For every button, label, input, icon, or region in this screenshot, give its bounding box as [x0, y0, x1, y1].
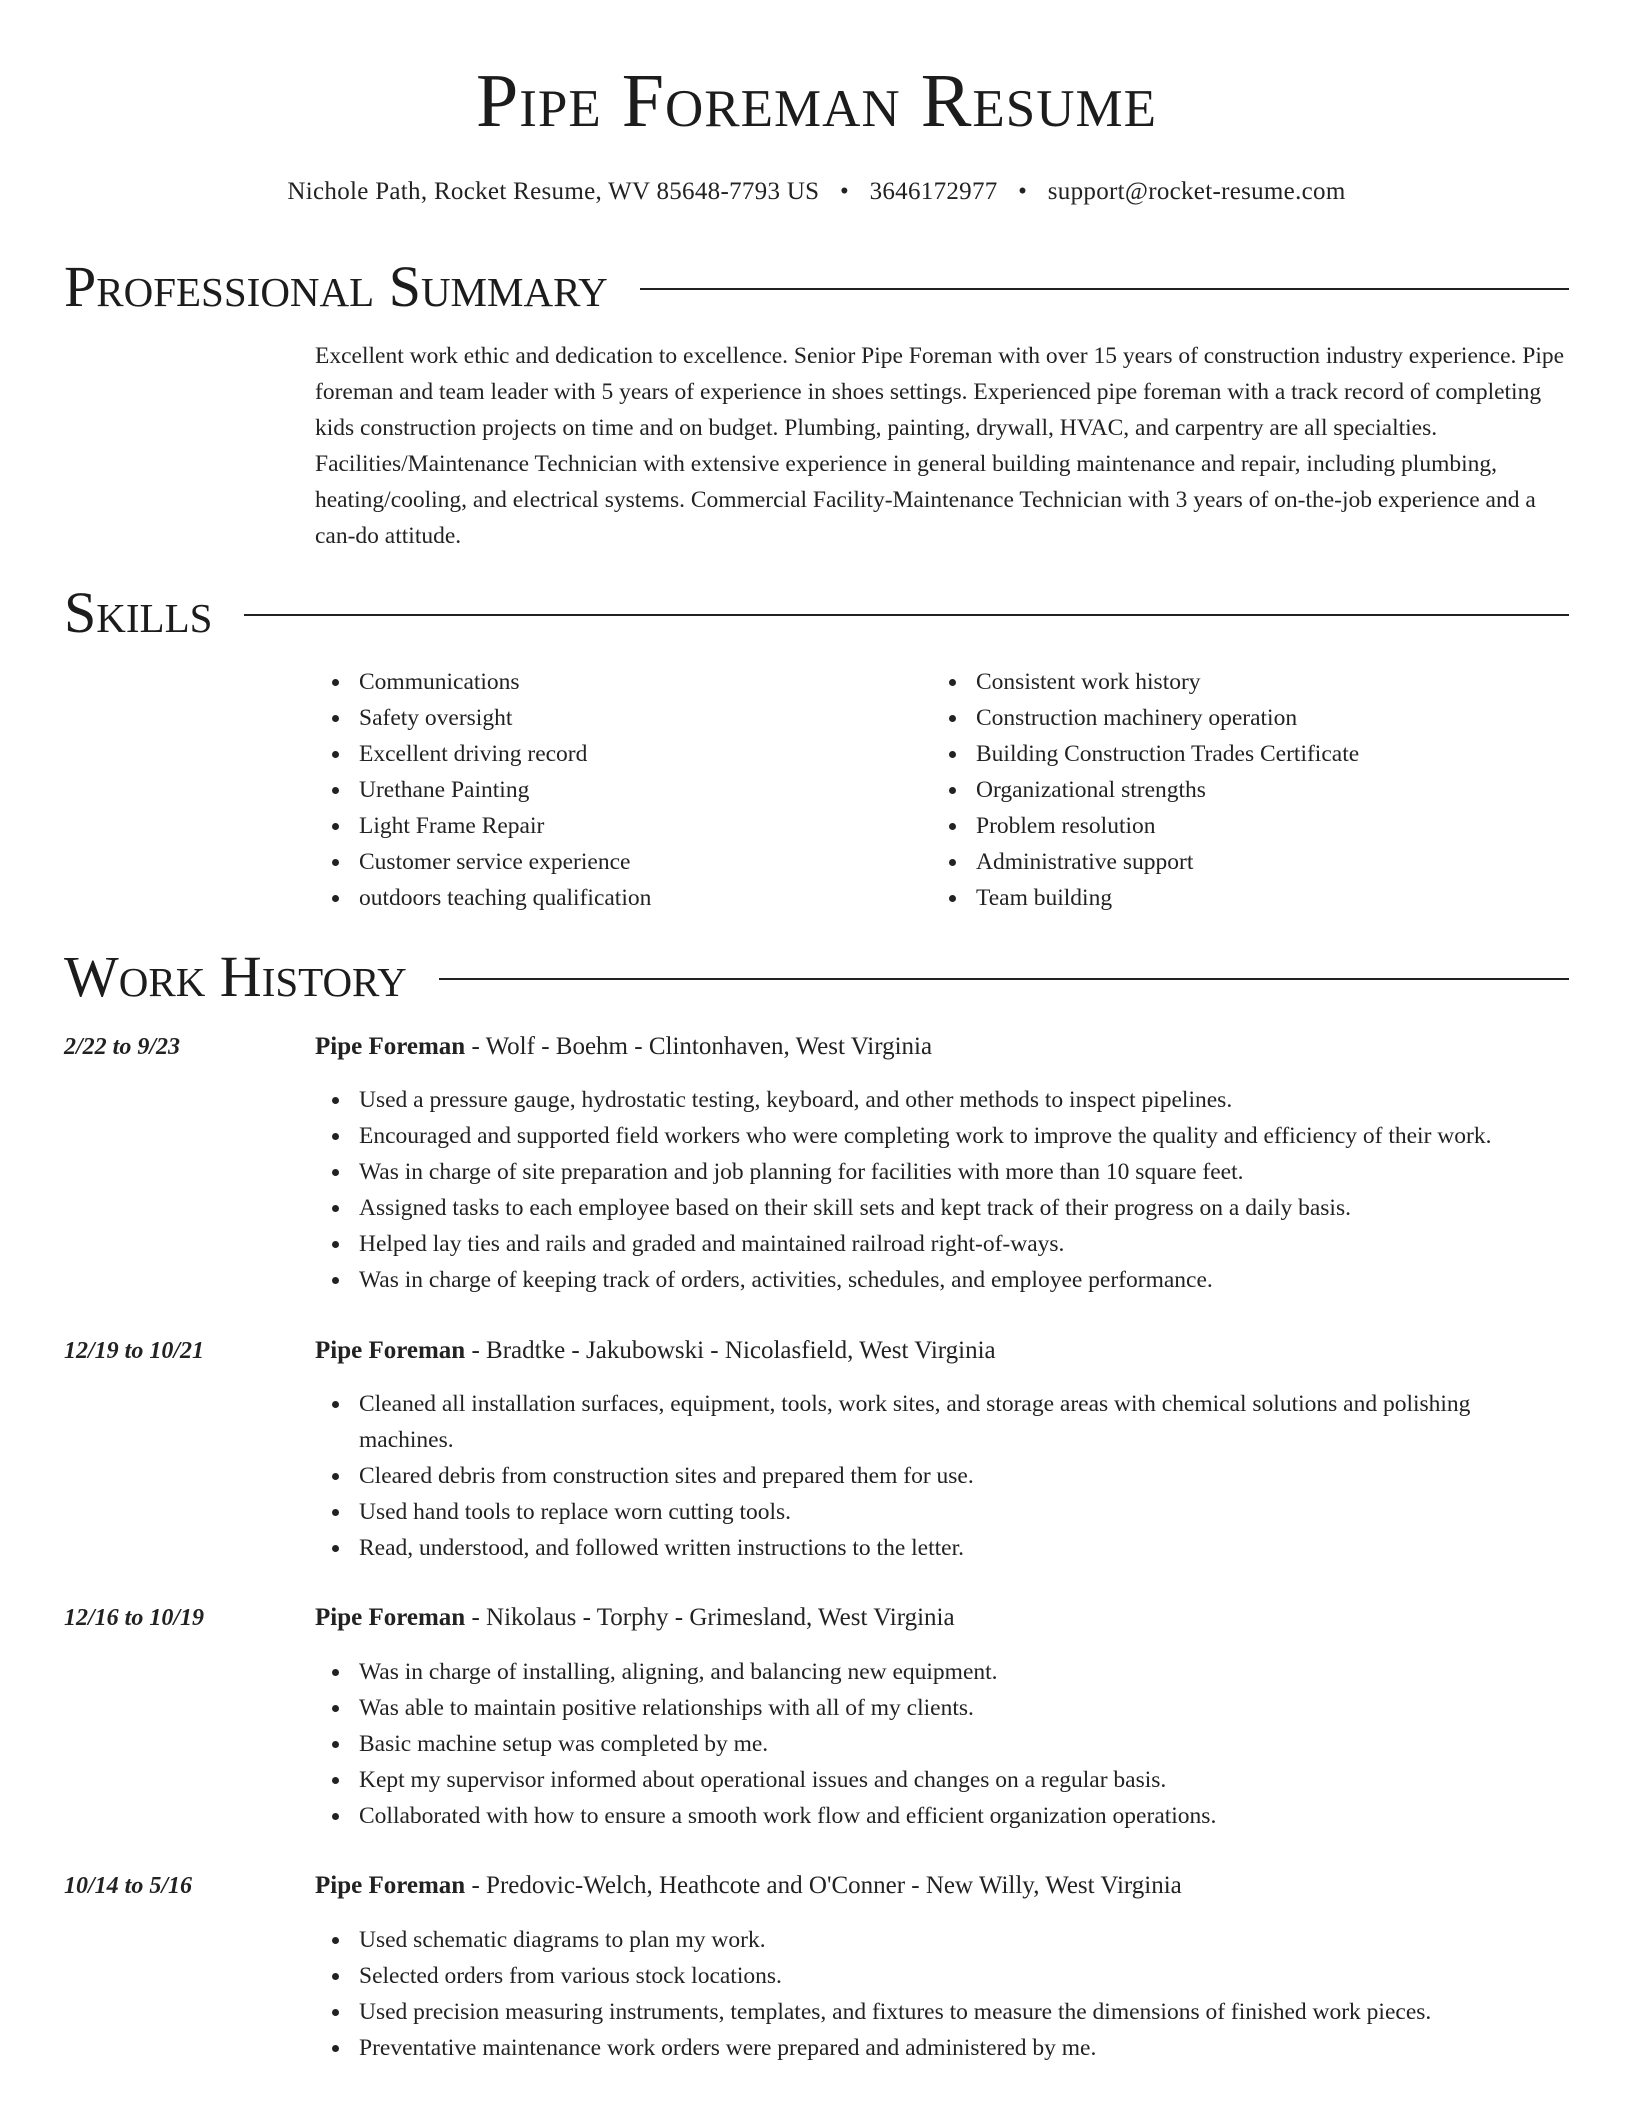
- duty-item: Was able to maintain positive relationships with all of my clients.: [359, 1690, 1569, 1726]
- duty-item: Preventative maintenance work orders were prepared and administered by me.: [359, 2030, 1569, 2066]
- duty-item: Selected orders from various stock locations.: [359, 1958, 1569, 1994]
- skill-item: Excellent driving record: [359, 736, 932, 772]
- job-heading: [315, 1868, 1569, 1904]
- skills-heading: Skills: [64, 580, 213, 645]
- job-dates: 2/22 to 9/23: [64, 1034, 181, 1060]
- duty-item: Basic machine setup was completed by me.: [359, 1726, 1569, 1762]
- job-role: Pipe Foreman: [315, 1337, 466, 1364]
- contact-address: Nichole Path, Rocket Resume, WV 85648-7793 US: [287, 178, 820, 205]
- duty-item: Was in charge of installing, aligning, and balancing new equipment.: [359, 1654, 1569, 1690]
- duty-item: Assigned tasks to each employee based on their skill sets and kept track of their progress on a daily basis.: [359, 1190, 1569, 1226]
- skill-item: Organizational strengths: [976, 772, 1549, 808]
- contact-phone: 3646172977: [869, 178, 998, 205]
- skills-section-header: [64, 578, 1569, 648]
- skill-item: Consistent work history: [976, 664, 1549, 700]
- skill-item: Communications: [359, 664, 932, 700]
- job-duties: [315, 1082, 1569, 1298]
- duty-item: Kept my supervisor informed about operational issues and changes on a regular basis.: [359, 1762, 1569, 1798]
- job-employer: - Wolf - Boehm - Clintonhaven, West Virginia: [465, 1033, 933, 1060]
- skills-column-right: [932, 664, 1549, 916]
- skill-item: Safety oversight: [359, 700, 932, 736]
- job-heading: [315, 1333, 1569, 1369]
- duty-item: Was in charge of keeping track of orders, activities, schedules, and employee performance.: [359, 1262, 1569, 1298]
- skills-list: [315, 664, 1569, 916]
- skill-item: Problem resolution: [976, 808, 1549, 844]
- job-heading: [315, 1029, 1569, 1065]
- duty-item: Used a pressure gauge, hydrostatic testing, keyboard, and other methods to inspect pipelines.: [359, 1082, 1569, 1118]
- skill-item: Urethane Painting: [359, 772, 932, 808]
- duty-item: Cleaned all installation surfaces, equipment, tools, work sites, and storage areas with chemical solutions and polishing machines.: [359, 1386, 1569, 1458]
- job-duties: [315, 1654, 1569, 1834]
- summary-heading: Professional Summary: [64, 254, 608, 319]
- duty-item: Cleared debris from construction sites and prepared them for use.: [359, 1458, 1569, 1494]
- duty-item: Read, understood, and followed written instructions to the letter.: [359, 1530, 1569, 1566]
- job-role: Pipe Foreman: [315, 1033, 466, 1060]
- contact-line: [64, 172, 1569, 212]
- duty-item: Used precision measuring instruments, templates, and fixtures to measure the dimensions of finished work pieces.: [359, 1994, 1569, 2030]
- skill-item: Administrative support: [976, 844, 1549, 880]
- duty-item: Was in charge of site preparation and job planning for facilities with more than 10 square feet.: [359, 1154, 1569, 1190]
- job-employer: - Nikolaus - Torphy - Grimesland, West Virginia: [465, 1604, 955, 1631]
- contact-separator: •: [839, 178, 850, 205]
- skills-column-left: [315, 664, 932, 916]
- job-role: Pipe Foreman: [315, 1604, 466, 1631]
- contact-separator: •: [1018, 178, 1028, 205]
- contact-email: support@rocket-resume.com: [1047, 178, 1346, 205]
- skills-divider: [244, 614, 1569, 616]
- duty-item: Helped lay ties and rails and graded and maintained railroad right-of-ways.: [359, 1226, 1569, 1262]
- skill-item: Light Frame Repair: [359, 808, 932, 844]
- work-history-divider: [439, 978, 1569, 980]
- summary-divider: [640, 288, 1569, 290]
- job-heading: [315, 1600, 1569, 1636]
- skill-item: Customer service experience: [359, 844, 932, 880]
- work-history-heading: Work History: [64, 944, 407, 1009]
- duty-item: Used hand tools to replace worn cutting tools.: [359, 1494, 1569, 1530]
- skill-item: outdoors teaching qualification: [359, 880, 932, 916]
- skill-item: Team building: [976, 880, 1549, 916]
- resume-title: Pipe Foreman Resume: [475, 59, 1158, 143]
- job-employer: - Predovic-Welch, Heathcote and O'Conner - New Willy, West Virginia: [465, 1872, 1182, 1899]
- work-history-section-header: [64, 942, 1569, 1012]
- duty-item: Collaborated with how to ensure a smooth work flow and efficient organization operations.: [359, 1798, 1569, 1834]
- job-duties: [315, 1922, 1569, 2066]
- job-dates: 12/19 to 10/21: [64, 1338, 205, 1364]
- job-employer: - Bradtke - Jakubowski - Nicolasfield, West Virginia: [465, 1337, 996, 1364]
- duty-item: Used schematic diagrams to plan my work.: [359, 1922, 1569, 1958]
- skill-item: Construction machinery operation: [976, 700, 1549, 736]
- job-duties: [315, 1386, 1569, 1566]
- skill-item: Building Construction Trades Certificate: [976, 736, 1549, 772]
- job-role: Pipe Foreman: [315, 1872, 466, 1899]
- summary-text: Excellent work ethic and dedication to excellence. Senior Pipe Foreman with over 15 years of construction industry experience. Pipe foreman and team leader with 5 years of experience in shoes settings. Experienced pipe foreman with a track record of completing kids construction projects on time and on budget. Plumbing, painting, drywall, HVAC, and carpentry are all specialties. Facilities/Maintenance Technician with extensive experience in general building maintenance and repair, including plumbing, heating/cooling, and electrical systems. Commercial Facility-Maintenance Technician with 3 years of on-the-job experience and a can-do attitude.: [315, 343, 1565, 549]
- job-dates: 10/14 to 5/16: [64, 1873, 193, 1899]
- summary-section-header: [64, 252, 1569, 322]
- duty-item: Encouraged and supported field workers who were completing work to improve the quality and efficiency of their work.: [359, 1118, 1569, 1154]
- job-dates: 12/16 to 10/19: [64, 1605, 205, 1631]
